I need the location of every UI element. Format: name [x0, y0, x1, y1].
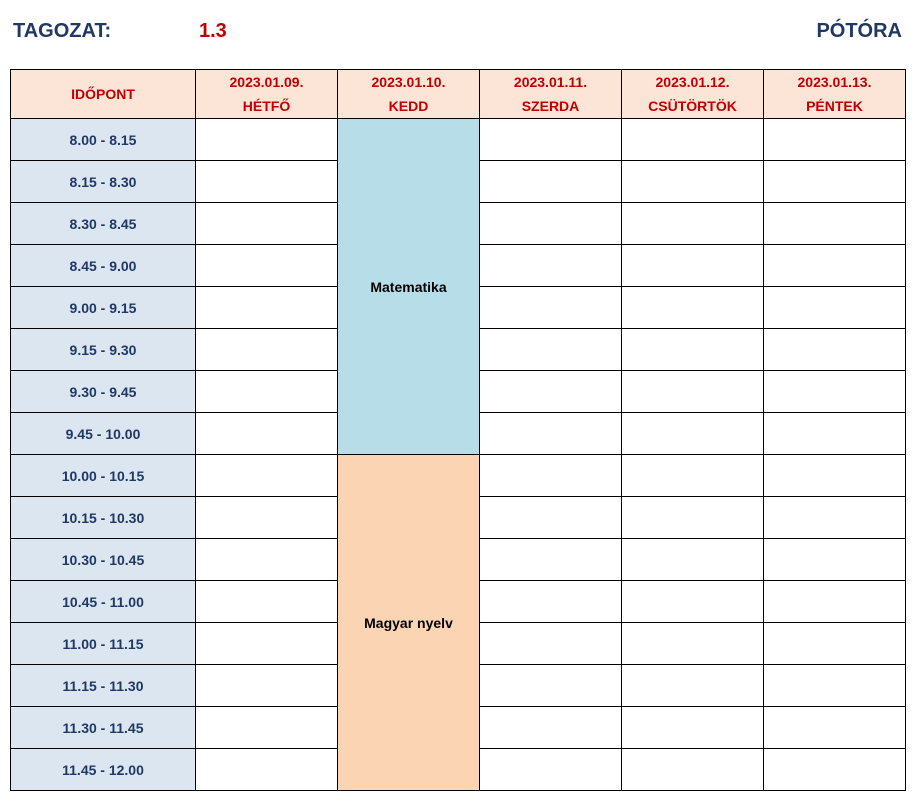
empty-cell [480, 413, 622, 455]
empty-cell [622, 119, 764, 161]
time-slot: 11.15 - 11.30 [11, 665, 196, 707]
empty-cell [196, 161, 338, 203]
empty-cell [480, 539, 622, 581]
day-header-thursday [622, 70, 764, 119]
empty-cell [196, 539, 338, 581]
empty-cell [196, 329, 338, 371]
empty-cell [764, 371, 906, 413]
empty-cell [480, 707, 622, 749]
header-row [11, 70, 906, 119]
time-slot: 9.45 - 10.00 [11, 413, 196, 455]
timetable [10, 69, 906, 791]
day-name: SZERDA [521, 98, 580, 114]
empty-cell [196, 497, 338, 539]
empty-cell [196, 707, 338, 749]
empty-cell [622, 497, 764, 539]
empty-cell [622, 203, 764, 245]
empty-cell [480, 665, 622, 707]
subject-block-magyar-nyelv: Magyar nyelv [338, 455, 480, 791]
day-header-monday [196, 70, 338, 119]
empty-cell [196, 749, 338, 791]
day-header-tuesday [338, 70, 480, 119]
empty-cell [480, 371, 622, 413]
empty-cell [480, 749, 622, 791]
empty-cell [480, 161, 622, 203]
empty-cell [196, 203, 338, 245]
empty-cell [480, 287, 622, 329]
empty-cell [196, 455, 338, 497]
time-slot: 8.30 - 8.45 [11, 203, 196, 245]
time-slot: 10.15 - 10.30 [11, 497, 196, 539]
table-row [11, 455, 906, 497]
time-slot: 11.45 - 12.00 [11, 749, 196, 791]
empty-cell [764, 329, 906, 371]
empty-cell [622, 707, 764, 749]
empty-cell [764, 497, 906, 539]
empty-cell [480, 203, 622, 245]
day-date: 2023.01.12. [655, 74, 730, 90]
empty-cell [622, 665, 764, 707]
empty-cell [622, 287, 764, 329]
day-date: 2023.01.11. [513, 74, 588, 90]
empty-cell [764, 665, 906, 707]
empty-cell [764, 203, 906, 245]
empty-cell [622, 623, 764, 665]
day-date: 2023.01.10. [371, 74, 446, 90]
empty-cell [196, 119, 338, 161]
day-header-wednesday [480, 70, 622, 119]
empty-cell [622, 539, 764, 581]
day-name: PÉNTEK [806, 98, 863, 114]
empty-cell [764, 581, 906, 623]
schedule-type: PÓTÓRA [816, 20, 902, 42]
empty-cell [480, 245, 622, 287]
day-name: CSÜTÖRTÖK [648, 98, 737, 114]
empty-cell [622, 371, 764, 413]
empty-cell [196, 371, 338, 413]
day-date: 2023.01.09. [229, 74, 304, 90]
day-name: HÉTFŐ [242, 98, 291, 114]
time-column-header: IDŐPONT [11, 70, 196, 119]
time-slot: 11.30 - 11.45 [11, 707, 196, 749]
time-slot: 10.45 - 11.00 [11, 581, 196, 623]
empty-cell [480, 119, 622, 161]
empty-cell [764, 161, 906, 203]
empty-cell [480, 329, 622, 371]
empty-cell [196, 581, 338, 623]
time-slot: 8.15 - 8.30 [11, 161, 196, 203]
empty-cell [764, 455, 906, 497]
subject-block-matematika: Matematika [338, 119, 480, 455]
empty-cell [622, 455, 764, 497]
empty-cell [196, 623, 338, 665]
empty-cell [764, 539, 906, 581]
empty-cell [764, 287, 906, 329]
empty-cell [764, 749, 906, 791]
empty-cell [622, 749, 764, 791]
empty-cell [622, 581, 764, 623]
tagozat-label: TAGOZAT: [13, 20, 112, 42]
time-slot: 10.00 - 10.15 [11, 455, 196, 497]
time-slot: 8.00 - 8.15 [11, 119, 196, 161]
empty-cell [764, 707, 906, 749]
empty-cell [480, 581, 622, 623]
empty-cell [480, 497, 622, 539]
time-slot: 11.00 - 11.15 [11, 623, 196, 665]
empty-cell [480, 455, 622, 497]
empty-cell [764, 119, 906, 161]
empty-cell [196, 413, 338, 455]
day-header-friday [764, 70, 906, 119]
empty-cell [764, 413, 906, 455]
empty-cell [480, 623, 622, 665]
time-slot: 9.30 - 9.45 [11, 371, 196, 413]
time-slot: 10.30 - 10.45 [11, 539, 196, 581]
time-slot: 8.45 - 9.00 [11, 245, 196, 287]
empty-cell [196, 665, 338, 707]
time-slot: 9.15 - 9.30 [11, 329, 196, 371]
day-date: 2023.01.13. [797, 74, 872, 90]
empty-cell [622, 161, 764, 203]
table-row [11, 119, 906, 161]
empty-cell [764, 245, 906, 287]
empty-cell [196, 245, 338, 287]
empty-cell [764, 623, 906, 665]
empty-cell [196, 287, 338, 329]
empty-cell [622, 329, 764, 371]
empty-cell [622, 245, 764, 287]
empty-cell [622, 413, 764, 455]
day-name: KEDD [388, 98, 429, 114]
section-number: 1.3 [199, 20, 227, 42]
time-slot: 9.00 - 9.15 [11, 287, 196, 329]
